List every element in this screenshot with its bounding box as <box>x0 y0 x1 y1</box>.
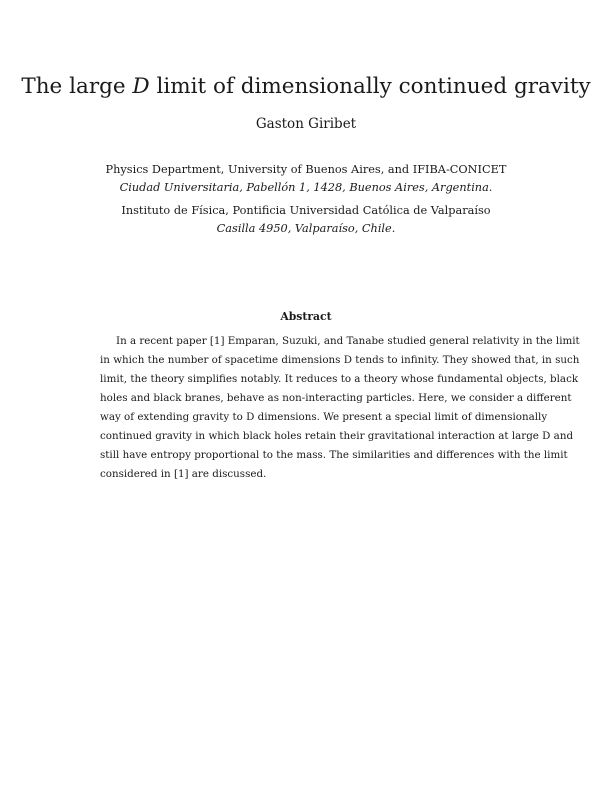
abstract-line: considered in [1] are discussed. <box>100 468 267 480</box>
affiliation-1: Physics Department, University of Buenos Aires, and IFIBA-CONICET <box>105 163 507 176</box>
affiliation-2: Instituto de Física, Pontificia Universidad Católica de Valparaíso <box>121 204 491 217</box>
title-prefix: The large <box>21 74 133 99</box>
abstract-line: holes and black branes, behave as non-interacting particles. Here, we consider a different <box>100 392 572 404</box>
affiliation-2-address: Casilla 4950, Valparaíso, Chile. <box>216 222 396 235</box>
abstract-body <box>100 332 580 484</box>
author-name: Gaston Giribet <box>255 116 357 132</box>
title-variable: D <box>132 74 150 99</box>
abstract-line: continued gravity in which black holes retain their gravitational interaction at large D and <box>100 430 574 442</box>
affiliation-1-address: Ciudad Universitaria, Pabellón 1, 1428, Buenos Aires, Argentina. <box>119 181 493 194</box>
abstract-line: In a recent paper [1] Emparan, Suzuki, and Tanabe studied general relativity in the limit <box>116 335 580 347</box>
abstract-line: in which the number of spacetime dimensions D tends to infinity. They showed that, in such <box>100 354 580 366</box>
abstract-line: still have entropy proportional to the mass. The similarities and differences with the limit <box>100 449 568 461</box>
paper-title <box>0 74 612 100</box>
abstract-line: limit, the theory simplifies notably. It reduces to a theory whose fundamental objects, black <box>100 373 579 385</box>
title-suffix: limit of dimensionally continued gravity <box>149 74 591 99</box>
abstract-line: way of extending gravity to D dimensions. We present a special limit of dimensionally <box>100 411 548 423</box>
abstract-heading: Abstract <box>280 310 332 323</box>
